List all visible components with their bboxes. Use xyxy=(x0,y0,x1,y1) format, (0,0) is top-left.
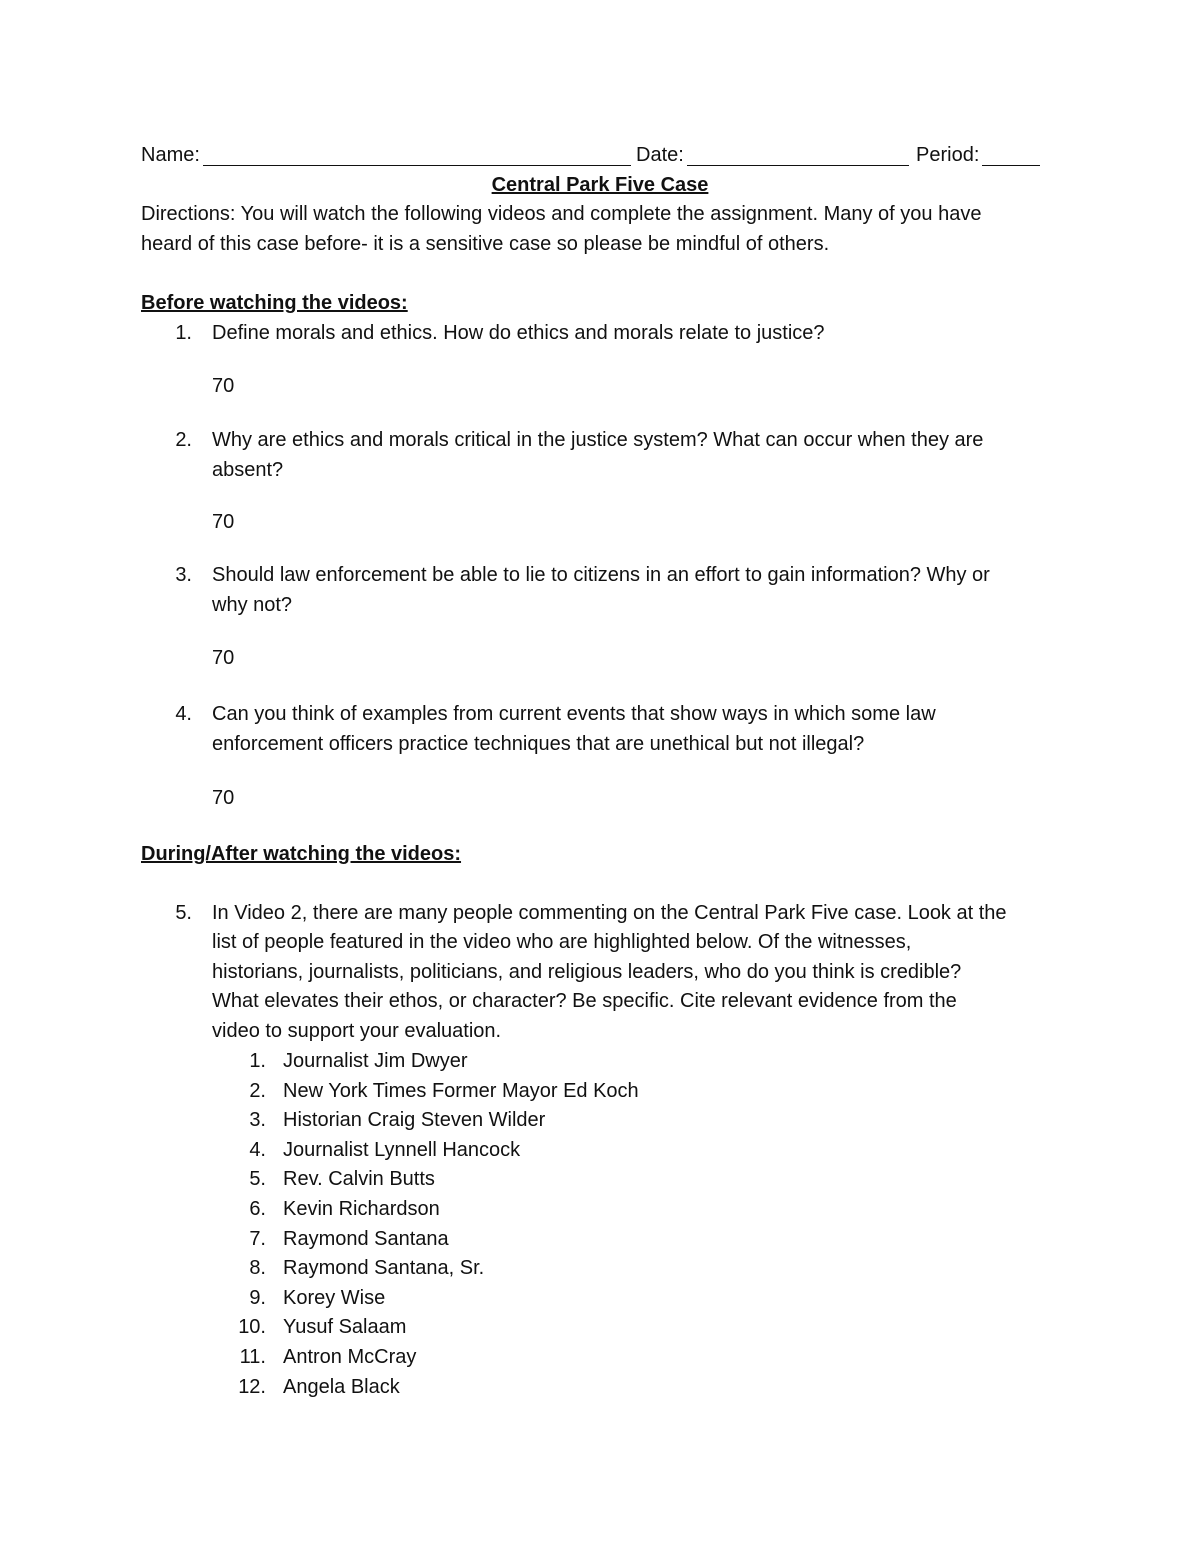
date-label: Date: xyxy=(636,144,684,166)
question-text: Why are ethics and morals critical in the justice system? What can occur when they are xyxy=(212,429,984,451)
person-number: 7. xyxy=(249,1228,266,1250)
person-number: 9. xyxy=(249,1287,266,1309)
answer-text[interactable]: 70 xyxy=(212,511,235,533)
question-text: In Video 2, there are many people commenting on the Central Park Five case. Look at the xyxy=(212,902,1007,924)
directions-line-1: Directions: You will watch the following videos and complete the assignment. Many of you have xyxy=(141,203,982,225)
question-number: 2. xyxy=(175,429,192,451)
before-section-heading: Before watching the videos: xyxy=(141,292,408,314)
period-label: Period: xyxy=(916,144,980,166)
person-number: 6. xyxy=(249,1198,266,1220)
question-text: historians, journalists, politicians, and religious leaders, who do you think is credible? xyxy=(212,961,962,983)
question-text: video to support your evaluation. xyxy=(212,1020,502,1042)
question-text: What elevates their ethos, or character? Be specific. Cite relevant evidence from the xyxy=(212,990,957,1012)
question-text: Should law enforcement be able to lie to citizens in an effort to gain information? Why or xyxy=(212,564,990,586)
person-number: 2. xyxy=(249,1080,266,1102)
question-text: absent? xyxy=(212,459,284,481)
person-name: Korey Wise xyxy=(283,1287,386,1309)
person-number: 5. xyxy=(249,1168,266,1190)
name-field[interactable] xyxy=(203,165,631,166)
person-name: Yusuf Salaam xyxy=(283,1316,407,1338)
person-name: Raymond Santana, Sr. xyxy=(283,1257,485,1279)
person-name: Raymond Santana xyxy=(283,1228,449,1250)
question-number: 4. xyxy=(175,703,192,725)
person-name: Kevin Richardson xyxy=(283,1198,440,1220)
question-number: 3. xyxy=(175,564,192,586)
person-name: Journalist Jim Dwyer xyxy=(283,1050,468,1072)
person-number: 1. xyxy=(249,1050,266,1072)
person-name: Journalist Lynnell Hancock xyxy=(283,1139,521,1161)
person-name: Historian Craig Steven Wilder xyxy=(283,1109,546,1131)
person-number: 4. xyxy=(249,1139,266,1161)
date-field[interactable] xyxy=(687,165,909,166)
answer-text[interactable]: 70 xyxy=(212,787,235,809)
question-text: list of people featured in the video who are highlighted below. Of the witnesses, xyxy=(212,931,912,953)
person-name: Angela Black xyxy=(283,1376,400,1398)
directions-line-2: heard of this case before- it is a sensitive case so please be mindful of others. xyxy=(141,233,830,255)
person-name: New York Times Former Mayor Ed Koch xyxy=(283,1080,639,1102)
person-number: 3. xyxy=(249,1109,266,1131)
name-label: Name: xyxy=(141,144,200,166)
person-number: 10. xyxy=(238,1316,266,1338)
during-section-heading: During/After watching the videos: xyxy=(141,843,462,865)
period-field[interactable] xyxy=(982,165,1040,166)
person-name: Antron McCray xyxy=(283,1346,417,1368)
answer-text[interactable]: 70 xyxy=(212,375,235,397)
question-text: Define morals and ethics. How do ethics and morals relate to justice? xyxy=(212,322,825,344)
person-name: Rev. Calvin Butts xyxy=(283,1168,435,1190)
question-text: Can you think of examples from current events that show ways in which some law xyxy=(212,703,936,725)
person-number: 11. xyxy=(239,1346,266,1368)
question-number: 5. xyxy=(175,902,192,924)
person-number: 8. xyxy=(249,1257,266,1279)
question-number: 1. xyxy=(175,322,192,344)
person-number: 12. xyxy=(238,1376,266,1398)
question-text: why not? xyxy=(212,594,293,616)
answer-text[interactable]: 70 xyxy=(212,647,235,669)
page-title: Central Park Five Case xyxy=(491,174,709,196)
question-text: enforcement officers practice techniques that are unethical but not illegal? xyxy=(212,733,865,755)
